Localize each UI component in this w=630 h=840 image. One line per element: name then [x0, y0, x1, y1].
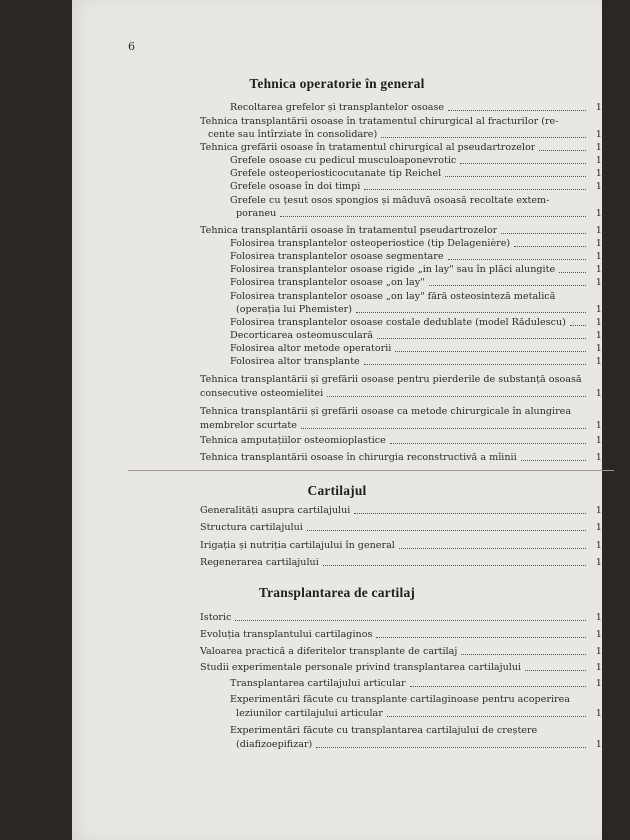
toc-entry-text: Experimentări făcute cu transplante cartilaginoase pentru acoperirea — [230, 694, 570, 705]
toc-entry: Regenerarea cartilajului 172 — [200, 557, 614, 568]
toc-entry-text: Grefele cu țesut osos spongios și măduvă osoasă recoltate extem- — [230, 195, 550, 206]
toc-entry: cente sau întîrziate în consolidare) 118 — [208, 129, 614, 140]
section-divider — [128, 470, 614, 471]
toc-entry: Folosirea altor transplante 135 — [230, 356, 614, 367]
toc-entry: Grefele osteoperiosticocutanate tip Reichel 127 — [230, 168, 614, 179]
toc-entry: Folosirea altor metode operatorii 134 — [230, 343, 614, 354]
toc-entry-text: Folosirea transplantelor osoase „on lay" fără osteosinteză metalică — [230, 291, 556, 302]
toc-entry-text: Tehnica transplantării și grefării osoase ca metode chirurgicale în alungirea — [200, 406, 572, 417]
toc-entry: Folosirea transplantelor osoase costale dedublate (model Rădulescu) 132 — [230, 317, 614, 328]
toc-entry: Transplantarea cartilajului articular 182 — [230, 678, 614, 689]
section-title-cartilage-transplant: Transplantarea de cartilaj — [258, 585, 416, 600]
toc-entry: consecutive osteomielitei 139 — [200, 388, 614, 399]
toc-entry: (diafizoepifizar) 191 — [236, 739, 614, 750]
toc-entry: Valoarea practică a diferitelor transplante de cartilaj 179 — [200, 646, 614, 657]
toc-entry: Tehnica grefării osoase în tratamentul chirurgical al pseudartrozelor 123 — [200, 142, 614, 153]
toc-entry: Folosirea transplantelor osoase „on lay" 130 — [230, 277, 614, 288]
toc-entry: Tehnica amputațiilor osteomioplastice 148 — [200, 435, 614, 446]
toc-entry: membrelor scurtate 143 — [200, 420, 614, 431]
toc-entry-text: Tehnica transplantării și grefării osoase pentru pierderile de substanță osoasă — [200, 374, 582, 385]
toc-entry: leziunilor cartilajului articular 183 — [236, 708, 614, 719]
toc-entry: Structura cartilajului 158 — [200, 522, 614, 533]
toc-entry: Folosirea transplantelor osoase rigide „in lay" sau în plăci alungite 130 — [230, 264, 614, 275]
book-page — [72, 0, 614, 840]
section-title-operative-technique: Tehnica operatorie în general — [249, 76, 425, 91]
toc-entry: Folosirea transplantelor osoase segmentare 130 — [230, 251, 614, 262]
toc-entry-text: Tehnica transplantării osoase în tratamentul chirurgical al fracturilor (re- — [200, 116, 559, 127]
toc-entry: poraneu 127 — [236, 208, 614, 219]
toc-entry: Istoric 175 — [200, 612, 614, 623]
toc-entry: Grefele osoase în doi timpi 127 — [230, 181, 614, 192]
page-number: 6 — [128, 40, 135, 53]
toc-entry: Tehnica transplantării osoase în tratamentul pseudartrozelor 129 — [200, 225, 614, 236]
toc-entry: Evoluția transplantului cartilaginos 175 — [200, 629, 614, 640]
section-title-cartilage: Cartilajul — [307, 483, 367, 498]
toc-entry: Decorticarea osteomusculară 133 — [230, 330, 614, 341]
toc-entry: Recoltarea grefelor și transplantelor osoase 107 — [230, 102, 614, 113]
toc-entry: Tehnica transplantării osoase în chirurgia reconstructivă a mîinii 154 — [200, 452, 614, 463]
toc-entry: Folosirea transplantelor osteoperiostice (tip Delagenière) 129 — [230, 238, 614, 249]
toc-entry: Grefele osoase cu pedicul musculoaponevrotic 124 — [230, 155, 614, 166]
toc-entry: Irigația și nutriția cartilajului în general 169 — [200, 540, 614, 551]
toc-entry-text: Experimentări făcute cu transplantarea cartilajului de creștere — [230, 725, 538, 736]
toc-entry: (operația lui Phemister) 132 — [236, 304, 614, 315]
toc-entry: Studii experimentale personale privind transplantarea cartilajului 182 — [200, 662, 614, 673]
toc-entry: Generalități asupra cartilajului 158 — [200, 505, 614, 516]
